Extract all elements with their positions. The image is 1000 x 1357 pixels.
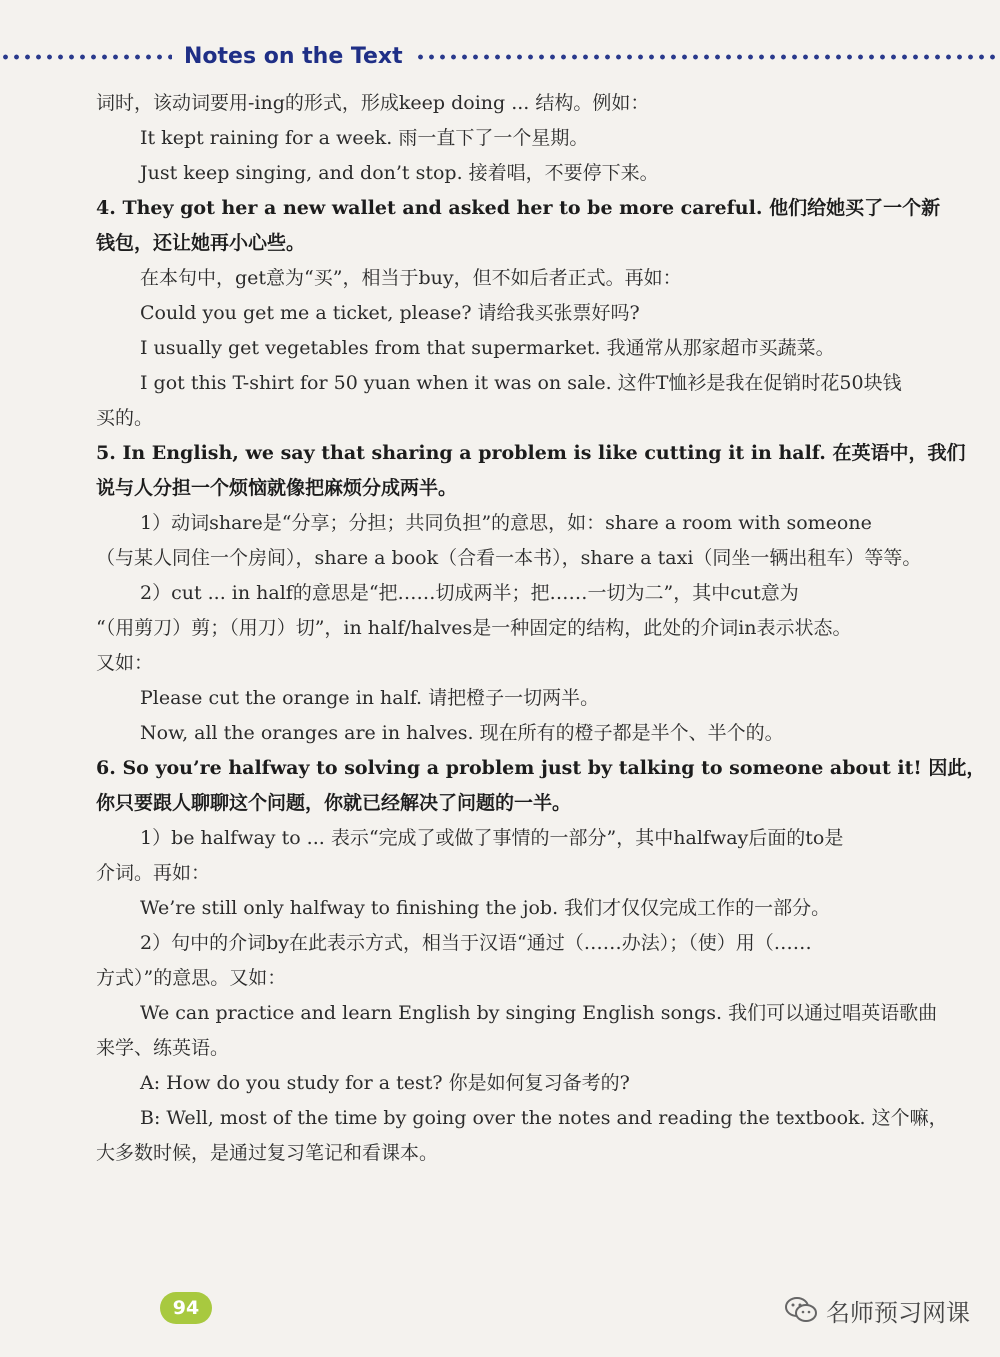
text-line: 在本句中，get意为“买”，相当于buy，但不如后者正式。再如： xyxy=(140,267,682,289)
text-line: I usually get vegetables from that supermarket. 我通常从那家超市买蔬菜。 xyxy=(140,337,835,359)
text-line: We can practice and learn English by singing English songs. 我们可以通过唱英语歌曲 xyxy=(140,1002,938,1024)
watermark xyxy=(784,1292,970,1328)
text-line: Could you get me a ticket, please? 请给我买张票好吗? xyxy=(140,302,640,324)
text-line: 说与人分担一个烦恼就像把麻烦分成两半。 xyxy=(96,477,458,499)
text-line: “（用剪刀）剪；（用刀）切”，in half/halves是一种固定的结构，此处的介词in表示状态。 xyxy=(96,617,852,639)
text-line: 词时，该动词要用-ing的形式，形成keep doing ... 结构。例如： xyxy=(96,92,650,114)
text-line: 又如： xyxy=(96,652,154,674)
text-line: 来学、练英语。 xyxy=(96,1037,230,1059)
text-line: I got this T-shirt for 50 yuan when it was on sale. 这件T恤衫是我在促销时花50块钱 xyxy=(140,372,902,394)
text-line: Now, all the oranges are in halves. 现在所有的橙子都是半个、半个的。 xyxy=(140,722,784,744)
text-line: 1）动词share是“分享；分担；共同负担”的意思，如：share a room with someone xyxy=(140,512,872,534)
text-line: We’re still only halfway to finishing the job. 我们才仅仅完成工作的一部分。 xyxy=(140,897,831,919)
header-dots-left xyxy=(0,38,172,74)
text-line: 买的。 xyxy=(96,407,154,429)
text-line: B: Well, most of the time by going over the notes and reading the textbook. 这个嘛， xyxy=(140,1107,948,1129)
watermark-text: 名师预习网课 xyxy=(826,1298,970,1327)
text-line: 6. So you’re halfway to solving a problem just by talking to someone about it! 因此， xyxy=(96,757,986,779)
notes-body xyxy=(96,86,986,1171)
text-line: 2）cut ... in half的意思是“把……切成两半；把……一切为二”，其中cut意为 xyxy=(140,582,799,604)
text-line: 5. In English, we say that sharing a problem is like cutting it in half. 在英语中，我们 xyxy=(96,442,966,464)
text-line: 方式）”的意思。又如： xyxy=(96,967,287,989)
text-line: 4. They got her a new wallet and asked her to be more careful. 他们给她买了一个新 xyxy=(96,197,941,219)
page-header xyxy=(0,38,1000,74)
text-line: 1）be halfway to ... 表示“完成了或做了事情的一部分”，其中halfway后面的to是 xyxy=(140,827,844,849)
wechat-icon xyxy=(784,1296,818,1324)
text-line: 钱包，还让她再小心些。 xyxy=(96,232,306,254)
text-line: 你只要跟人聊聊这个问题，你就已经解决了问题的一半。 xyxy=(96,792,572,814)
header-title: Notes on the Text xyxy=(184,43,403,69)
header-dots-right xyxy=(415,38,1000,74)
text-line: 大多数时候，是通过复习笔记和看课本。 xyxy=(96,1142,439,1164)
text-line: Please cut the orange in half. 请把橙子一切两半。 xyxy=(140,687,600,709)
text-line: It kept raining for a week. 雨一直下了一个星期。 xyxy=(140,127,589,149)
text-line: Just keep singing, and don’t stop. 接着唱，不要停下来。 xyxy=(140,162,659,184)
text-line: （与某人同住一个房间），share a book（合看一本书），share a taxi（同坐一辆出租车）等等。 xyxy=(96,547,922,569)
text-line: A: How do you study for a test? 你是如何复习备考的? xyxy=(140,1072,630,1094)
page-number-badge: 94 xyxy=(160,1292,212,1324)
text-line: 2）句中的介词by在此表示方式，相当于汉语“通过（……办法）；（使）用（…… xyxy=(140,932,812,954)
text-line: 介词。再如： xyxy=(96,862,211,884)
